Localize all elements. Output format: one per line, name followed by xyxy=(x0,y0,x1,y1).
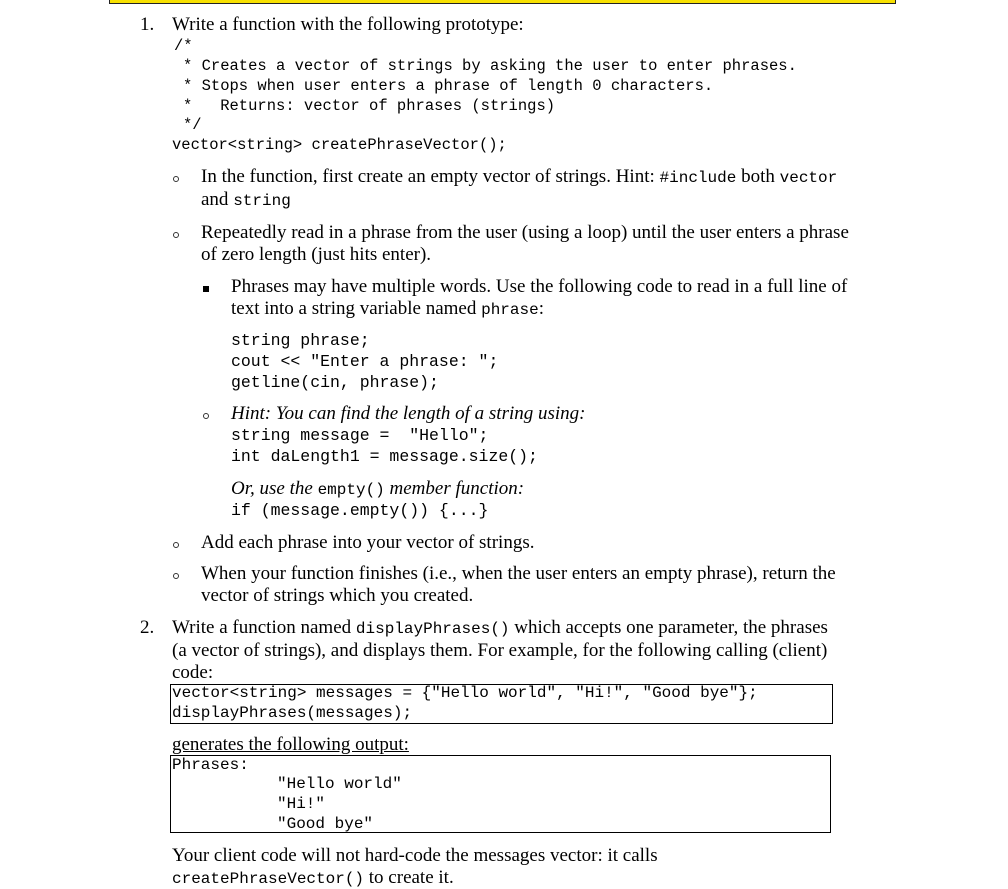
output-title: Phrases: xyxy=(172,756,249,774)
q2-text: Write a function named displayPhrases() which accepts one parameter, the phrases xyxy=(172,617,828,638)
bullet-text: When your function finishes (i.e., when the user enters an empty phrase), return the xyxy=(201,563,836,584)
bullet-text: and string xyxy=(201,189,291,210)
code-line: cout << "Enter a phrase: "; xyxy=(231,352,499,371)
client-code-line: displayPhrases(messages); xyxy=(172,704,413,722)
code-line: getline(cin, phrase); xyxy=(231,373,439,392)
comment-line: * Creates a vector of strings by asking the user to enter phrases. xyxy=(183,57,797,75)
comment-line: * Returns: vector of phrases (strings) xyxy=(183,97,556,115)
bullet-text: In the function, first create an empty vector of strings. Hint: #include both vector xyxy=(201,166,838,187)
circle-bullet-icon xyxy=(173,176,179,182)
code-line: string message = "Hello"; xyxy=(231,426,489,445)
client-code-line: vector<string> messages = {"Hello world", "Hi!", "Good bye"}; xyxy=(172,684,758,702)
hint-text: Or, use the empty() member function: xyxy=(231,478,525,499)
sub-bullet-text: text into a string variable named phrase: xyxy=(231,298,544,319)
sub-bullet-text: Phrases may have multiple words. Use the following code to read in a full line of xyxy=(231,276,848,297)
q1-title: Write a function with the following prototype: xyxy=(172,14,524,35)
bullet-text: Add each phrase into your vector of strings. xyxy=(201,532,535,553)
output-caption: generates the following output: xyxy=(172,734,409,755)
prototype-code: vector<string> createPhraseVector(); xyxy=(172,136,507,154)
circle-bullet-icon xyxy=(173,573,179,579)
hint-text: Hint: You can find the length of a string using: xyxy=(231,403,586,424)
q1-number: 1. xyxy=(140,14,155,35)
square-bullet-icon xyxy=(203,286,209,292)
output-line: "Hello world" xyxy=(277,775,402,793)
output-line: "Hi!" xyxy=(277,795,326,813)
closing-text: Your client code will not hard-code the messages vector: it calls xyxy=(172,845,658,866)
comment-line: */ xyxy=(183,116,202,134)
q2-text: (a vector of strings), and displays them. For example, for the following calling (client) xyxy=(172,640,828,661)
circle-bullet-icon xyxy=(173,542,179,548)
closing-text: createPhraseVector() to create it. xyxy=(172,867,454,888)
top-highlight-bar xyxy=(109,0,896,4)
output-line: "Good bye" xyxy=(277,815,374,833)
code-line: string phrase; xyxy=(231,331,370,350)
comment-line: /* xyxy=(174,37,193,55)
code-line: int daLength1 = message.size(); xyxy=(231,447,538,466)
circle-bullet-icon xyxy=(173,232,179,238)
output-box xyxy=(170,755,831,833)
bullet-text: vector of strings which you created. xyxy=(201,585,474,606)
bullet-text: of zero length (just hits enter). xyxy=(201,244,432,265)
code-line: if (message.empty()) {...} xyxy=(231,501,489,520)
comment-line: * Stops when user enters a phrase of length 0 characters. xyxy=(183,77,714,95)
q2-text: code: xyxy=(172,662,214,683)
bullet-text: Repeatedly read in a phrase from the user (using a loop) until the user enters a phrase xyxy=(201,222,849,243)
q2-number: 2. xyxy=(140,617,155,638)
circle-bullet-icon xyxy=(203,413,209,419)
